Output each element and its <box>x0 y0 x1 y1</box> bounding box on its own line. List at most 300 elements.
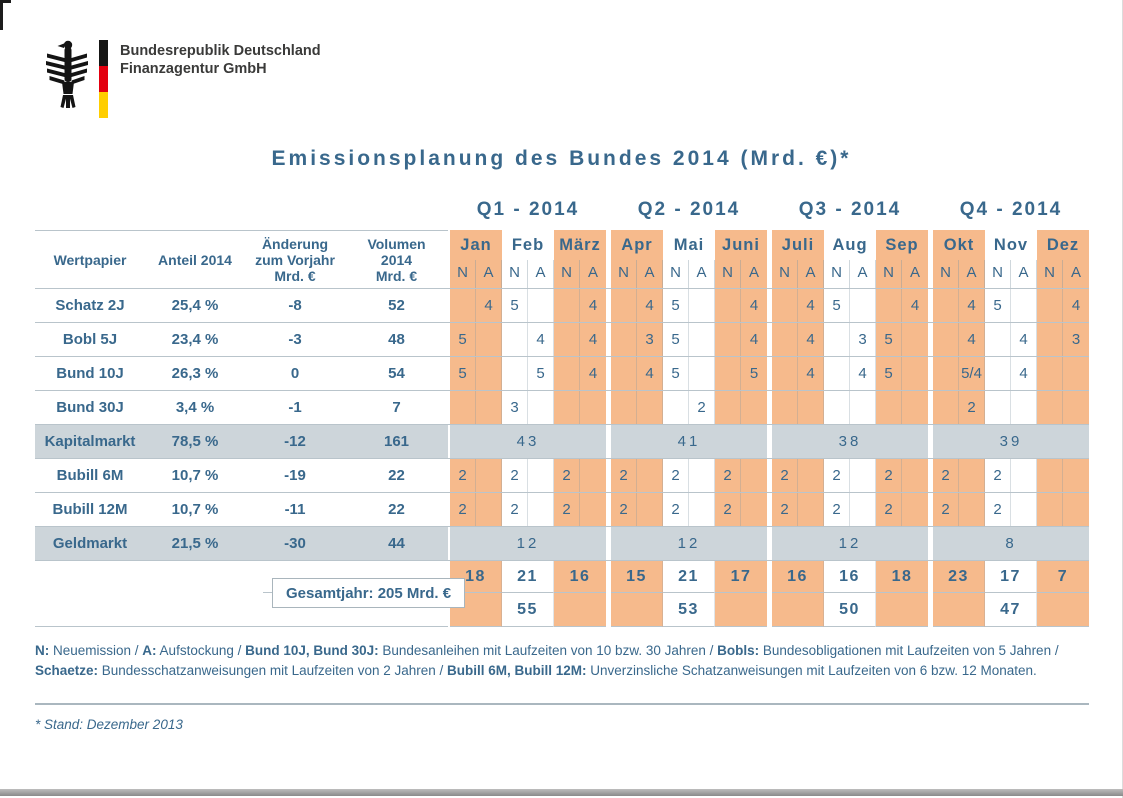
value-cell: 5 <box>876 323 902 356</box>
value-cell <box>824 323 850 356</box>
value-cell <box>850 391 876 424</box>
value-cell <box>611 289 637 322</box>
quarter-label: Q1 - 2014 <box>476 199 580 220</box>
quarter-total-filler <box>611 593 663 627</box>
quarter-month-totals <box>933 561 1089 593</box>
table-row-bund-30j <box>35 391 1089 425</box>
quarter-month-totals <box>772 561 928 593</box>
row-aenderung: -1 <box>288 399 302 416</box>
quarter-cells <box>611 323 767 356</box>
value-cell <box>450 391 476 424</box>
value-cell <box>611 391 637 424</box>
page-corner-mark <box>0 0 3 30</box>
month-header: Okt <box>933 230 985 260</box>
quarter-cells <box>611 459 767 492</box>
quarter-cells <box>611 425 767 458</box>
sub-header-a: A <box>741 260 767 288</box>
sub-header-a: A <box>580 260 606 288</box>
footnote-legend <box>35 641 1087 680</box>
column-header-line: zum Vorjahr <box>255 251 335 268</box>
value-cell: 5 <box>876 357 902 390</box>
column-header-line: Mrd. € <box>274 267 316 284</box>
quarter-total-cell: 47 <box>985 593 1037 627</box>
value-cell <box>1011 289 1037 322</box>
table-body <box>35 289 1089 561</box>
page-corner-mark <box>0 0 11 3</box>
row-anteil: 25,4 % <box>171 297 219 314</box>
value-cell: 4 <box>798 357 824 390</box>
totals-block <box>35 561 1089 627</box>
row-anteil: 21,5 % <box>145 527 245 560</box>
value-cell: 4 <box>1011 323 1037 356</box>
quarter-cells <box>450 493 606 526</box>
value-cell: 4 <box>476 289 502 322</box>
value-cell: 2 <box>663 459 689 492</box>
value-cell <box>554 289 580 322</box>
value-cell: 2 <box>502 459 528 492</box>
row-label: Geldmarkt <box>35 527 145 560</box>
value-cell <box>450 289 476 322</box>
value-cell: 2 <box>959 391 985 424</box>
value-cell: 2 <box>824 459 850 492</box>
value-cell <box>933 323 959 356</box>
value-cell <box>637 493 663 526</box>
month-total-cell: 21 <box>502 561 554 593</box>
row-aenderung: 0 <box>290 365 300 382</box>
value-cell <box>772 289 798 322</box>
value-cell <box>1037 493 1063 526</box>
quarter-month-totals <box>450 561 606 593</box>
column-header <box>35 230 145 288</box>
quarter-cells <box>772 323 928 356</box>
value-cell <box>715 391 741 424</box>
value-cell: 3 <box>1063 323 1089 356</box>
table-row-schatz-2j <box>35 289 1089 323</box>
value-cell <box>689 459 715 492</box>
value-cell <box>1037 289 1063 322</box>
quarter-header-group <box>772 230 928 288</box>
value-cell: 2 <box>985 493 1011 526</box>
quarter-total-cell: 53 <box>663 593 715 627</box>
sub-header-n: N <box>933 260 959 288</box>
month-total-cell: 17 <box>985 561 1037 593</box>
value-cell <box>476 493 502 526</box>
sub-header-n: N <box>772 260 798 288</box>
quarter-cells <box>933 289 1089 322</box>
value-cell <box>741 493 767 526</box>
value-cell <box>637 391 663 424</box>
month-total-cell: 16 <box>554 561 606 593</box>
month-total-cell: 18 <box>876 561 928 593</box>
value-cell <box>1037 391 1063 424</box>
quarter-cells <box>611 527 767 560</box>
month-total-cell: 16 <box>824 561 876 593</box>
sub-header-a: A <box>1063 260 1089 288</box>
month-name-row <box>450 230 606 260</box>
value-cell: 4 <box>580 289 606 322</box>
value-cell: 2 <box>985 459 1011 492</box>
table-row-geldmarkt <box>35 527 1089 561</box>
quarter-total-filler <box>933 593 985 627</box>
quarter-cells <box>933 323 1089 356</box>
month-header: Feb <box>511 236 545 254</box>
value-cell <box>850 289 876 322</box>
value-cell: 3 <box>502 391 528 424</box>
quarter-sum-cell: 8 <box>933 527 1089 560</box>
value-cell: 2 <box>450 459 476 492</box>
month-header: März <box>554 230 606 260</box>
row-label: Bubill 12M <box>52 501 128 518</box>
quarter-cells <box>772 459 928 492</box>
footer-divider <box>35 703 1089 705</box>
value-cell: 2 <box>933 459 959 492</box>
quarter-cells <box>772 357 928 390</box>
logo-text <box>120 42 321 78</box>
footnote-text: Bundesobligationen mit Laufzeiten von 5 Jahren / <box>759 643 1059 658</box>
footnote-text: Bundesschatzanweisungen mit Laufzeiten von 2 Jahren / <box>98 662 448 678</box>
emission-plan-table <box>35 230 1089 627</box>
value-cell <box>933 357 959 390</box>
quarter-total-cell: 55 <box>502 593 554 627</box>
row-anteil: 3,4 % <box>175 399 215 416</box>
sub-header-a: A <box>850 260 876 288</box>
quarter-sum-cell: 38 <box>772 425 928 458</box>
value-cell <box>580 459 606 492</box>
value-cell <box>580 493 606 526</box>
row-aenderung: -19 <box>284 467 306 484</box>
row-aenderung: -11 <box>284 501 306 518</box>
quarter-label: Q4 - 2014 <box>959 199 1063 220</box>
row-label: Bobl 5J <box>62 331 118 348</box>
value-cell: 4 <box>959 323 985 356</box>
value-cell <box>1037 459 1063 492</box>
month-header: Aug <box>832 236 868 254</box>
row-anteil: 10,7 % <box>171 467 219 484</box>
value-cell: 2 <box>611 493 637 526</box>
value-cell: 3 <box>637 323 663 356</box>
quarter-sum-cell: 43 <box>450 425 606 458</box>
value-cell <box>580 391 606 424</box>
value-cell <box>715 323 741 356</box>
value-cell <box>1037 323 1063 356</box>
value-cell <box>1063 459 1089 492</box>
value-cell: 5 <box>824 289 850 322</box>
month-total-cell: 7 <box>1037 561 1089 593</box>
sub-header-n: N <box>1037 260 1063 288</box>
value-cell: 5 <box>502 289 528 322</box>
sub-header-n: N <box>450 260 476 288</box>
column-header-line: Wertpapier <box>53 251 127 268</box>
value-cell <box>611 323 637 356</box>
row-label: Bubill 6M <box>56 467 124 484</box>
column-header <box>145 230 245 288</box>
sub-header-a: A <box>528 260 554 288</box>
value-cell <box>1063 357 1089 390</box>
month-name-row <box>611 230 767 260</box>
row-aenderung: -12 <box>245 425 345 458</box>
value-cell <box>933 289 959 322</box>
row-volumen: 48 <box>388 331 405 348</box>
quarter-label: Q3 - 2014 <box>798 199 902 220</box>
value-cell <box>663 391 689 424</box>
month-total-cell: 17 <box>715 561 767 593</box>
value-cell: 5 <box>663 289 689 322</box>
value-cell <box>502 323 528 356</box>
quarter-cells <box>611 493 767 526</box>
value-cell: 4 <box>637 289 663 322</box>
row-anteil: 26,3 % <box>171 365 219 382</box>
quarter-cells <box>450 527 606 560</box>
value-cell <box>741 459 767 492</box>
table-row-bobl-5j <box>35 323 1089 357</box>
footnote-text: Aufstockung / <box>156 643 246 658</box>
value-cell <box>959 493 985 526</box>
value-cell: 2 <box>933 493 959 526</box>
value-cell: 4 <box>850 357 876 390</box>
value-cell <box>554 391 580 424</box>
value-cell <box>528 493 554 526</box>
value-cell: 2 <box>715 459 741 492</box>
row-anteil: 10,7 % <box>171 501 219 518</box>
month-total-cell: 23 <box>933 561 985 593</box>
value-cell <box>933 391 959 424</box>
value-cell: 4 <box>580 357 606 390</box>
value-cell <box>876 289 902 322</box>
row-aenderung: -3 <box>288 331 302 348</box>
value-cell: 4 <box>637 357 663 390</box>
sub-header-n: N <box>985 260 1011 288</box>
page-bottom-shadow <box>0 789 1123 796</box>
value-cell <box>528 289 554 322</box>
value-cell: 4 <box>798 323 824 356</box>
column-header-line: Änderung <box>261 235 329 252</box>
quarter-total-group <box>450 593 606 627</box>
value-cell: 2 <box>663 493 689 526</box>
value-cell: 4 <box>1011 357 1037 390</box>
quarter-header-group <box>933 230 1089 288</box>
table-row-bubill-12m <box>35 493 1089 527</box>
row-volumen: 7 <box>392 399 401 416</box>
sub-header-row <box>933 260 1089 288</box>
column-header-line: Volumen <box>367 235 426 252</box>
sub-header-row <box>450 260 606 288</box>
value-cell <box>715 357 741 390</box>
value-cell: 2 <box>554 493 580 526</box>
value-cell <box>772 391 798 424</box>
row-anteil: 23,4 % <box>171 331 219 348</box>
value-cell <box>985 391 1011 424</box>
table-row-kapitalmarkt <box>35 425 1089 459</box>
quarter-sum-cell: 41 <box>611 425 767 458</box>
value-cell <box>554 357 580 390</box>
quarter-cells <box>611 289 767 322</box>
sub-header-a: A <box>1011 260 1037 288</box>
value-cell <box>959 459 985 492</box>
value-cell <box>1011 459 1037 492</box>
quarter-sum-cell: 12 <box>450 527 606 560</box>
value-cell <box>528 459 554 492</box>
quarter-total-cell: 50 <box>824 593 876 627</box>
table-header-row <box>35 230 1089 289</box>
quarter-month-totals <box>611 561 767 593</box>
footnote-term: Bobls: <box>717 643 760 658</box>
quarter-total-filler <box>715 593 767 627</box>
value-cell <box>985 357 1011 390</box>
value-cell <box>902 323 928 356</box>
column-header-line: Mrd. € <box>375 267 418 284</box>
month-header: Nov <box>993 236 1029 254</box>
value-cell <box>689 357 715 390</box>
value-cell <box>554 323 580 356</box>
quarter-cells <box>450 357 606 390</box>
month-header: Juni <box>715 230 767 260</box>
footnote-term: Bubill 6M, Bubill 12M: <box>447 662 587 678</box>
quarter-cells <box>450 289 606 322</box>
month-header: Jan <box>450 230 502 260</box>
quarter-cells <box>772 493 928 526</box>
sub-header-n: N <box>876 260 902 288</box>
row-label: Schatz 2J <box>55 297 125 314</box>
quarter-cells <box>772 289 928 322</box>
month-header: Sep <box>876 230 928 260</box>
value-cell <box>611 357 637 390</box>
quarter-cells <box>772 425 928 458</box>
quarter-cells <box>933 425 1089 458</box>
logo-line-1: Bundesrepublik Deutschland <box>120 43 321 59</box>
month-header: Mai <box>673 236 705 254</box>
value-cell <box>715 289 741 322</box>
federal-eagle-icon <box>45 38 89 116</box>
value-cell <box>1037 357 1063 390</box>
value-cell <box>798 493 824 526</box>
footnote-term: Bund 10J, Bund 30J: <box>245 643 379 658</box>
value-cell <box>476 323 502 356</box>
month-name-row <box>933 230 1089 260</box>
column-header <box>245 230 345 288</box>
value-cell: 2 <box>450 493 476 526</box>
value-cell <box>528 391 554 424</box>
quarter-header-group <box>450 230 606 288</box>
month-header: Juli <box>772 230 824 260</box>
quarter-sum-cell: 12 <box>772 527 928 560</box>
table-row-bund-10j <box>35 357 1089 391</box>
footnote-text: Neuemission / <box>49 643 143 658</box>
quarter-sum-cell: 12 <box>611 527 767 560</box>
value-cell <box>824 391 850 424</box>
quarter-cells <box>933 391 1089 424</box>
sub-header-n: N <box>502 260 528 288</box>
value-cell <box>637 459 663 492</box>
month-total-cell: 15 <box>611 561 663 593</box>
value-cell <box>772 323 798 356</box>
sub-header-a: A <box>959 260 985 288</box>
sub-header-a: A <box>689 260 715 288</box>
sub-header-a: A <box>637 260 663 288</box>
sub-header-n: N <box>663 260 689 288</box>
quarter-cells <box>933 459 1089 492</box>
quarter-total-group <box>772 593 928 627</box>
value-cell: 4 <box>741 289 767 322</box>
value-cell: 4 <box>741 323 767 356</box>
row-volumen: 44 <box>345 527 448 560</box>
sub-header-row <box>611 260 767 288</box>
row-label: Kapitalmarkt <box>35 425 145 458</box>
value-cell: 5 <box>741 357 767 390</box>
value-cell: 5 <box>450 323 476 356</box>
value-cell <box>824 357 850 390</box>
quarter-cells <box>450 459 606 492</box>
value-cell <box>985 323 1011 356</box>
finanzagentur-logo <box>45 38 321 118</box>
quarter-cells <box>450 391 606 424</box>
sub-header-a: A <box>798 260 824 288</box>
value-cell <box>476 357 502 390</box>
sub-header-row <box>772 260 928 288</box>
quarter-cells <box>933 493 1089 526</box>
sub-header-n: N <box>715 260 741 288</box>
column-header-line: 2014 <box>380 251 413 268</box>
row-volumen: 161 <box>345 425 448 458</box>
value-cell <box>1011 493 1037 526</box>
sub-header-a: A <box>902 260 928 288</box>
sub-header-n: N <box>554 260 580 288</box>
value-cell: 4 <box>959 289 985 322</box>
value-cell: 2 <box>824 493 850 526</box>
value-cell: 4 <box>528 323 554 356</box>
value-cell <box>798 459 824 492</box>
value-cell: 2 <box>772 459 798 492</box>
value-cell <box>902 493 928 526</box>
value-cell <box>798 391 824 424</box>
value-cell <box>902 357 928 390</box>
quarter-total-group <box>933 593 1089 627</box>
value-cell: 2 <box>876 459 902 492</box>
value-cell <box>689 493 715 526</box>
value-cell: 5 <box>528 357 554 390</box>
row-aenderung: -8 <box>288 297 302 314</box>
footnote-text: Bundesanleihen mit Laufzeiten von 10 bzw. 30 Jahren / <box>378 643 718 658</box>
value-cell <box>689 289 715 322</box>
quarter-total-filler <box>772 593 824 627</box>
quarter-total-filler <box>876 593 928 627</box>
column-header <box>345 230 448 288</box>
value-cell: 4 <box>580 323 606 356</box>
value-cell: 2 <box>689 391 715 424</box>
value-cell <box>902 459 928 492</box>
value-cell: 2 <box>502 493 528 526</box>
value-cell: 5 <box>985 289 1011 322</box>
value-cell: 2 <box>554 459 580 492</box>
month-header: Apr <box>611 230 663 260</box>
quarter-cells <box>772 391 928 424</box>
logo-line-2: Finanzagentur GmbH <box>120 61 267 77</box>
value-cell <box>876 391 902 424</box>
quarter-labels-row <box>35 193 1089 225</box>
quarter-cells <box>933 527 1089 560</box>
month-name-row <box>772 230 928 260</box>
sub-header-n: N <box>824 260 850 288</box>
quarter-cells <box>611 391 767 424</box>
sub-header-n: N <box>611 260 637 288</box>
month-header: Dez <box>1037 230 1089 260</box>
value-cell <box>689 323 715 356</box>
value-cell: 3 <box>850 323 876 356</box>
row-volumen: 52 <box>388 297 405 314</box>
column-header-line: Anteil 2014 <box>158 251 232 268</box>
month-total-cell: 21 <box>663 561 715 593</box>
row-anteil: 78,5 % <box>145 425 245 458</box>
row-volumen: 22 <box>388 467 405 484</box>
